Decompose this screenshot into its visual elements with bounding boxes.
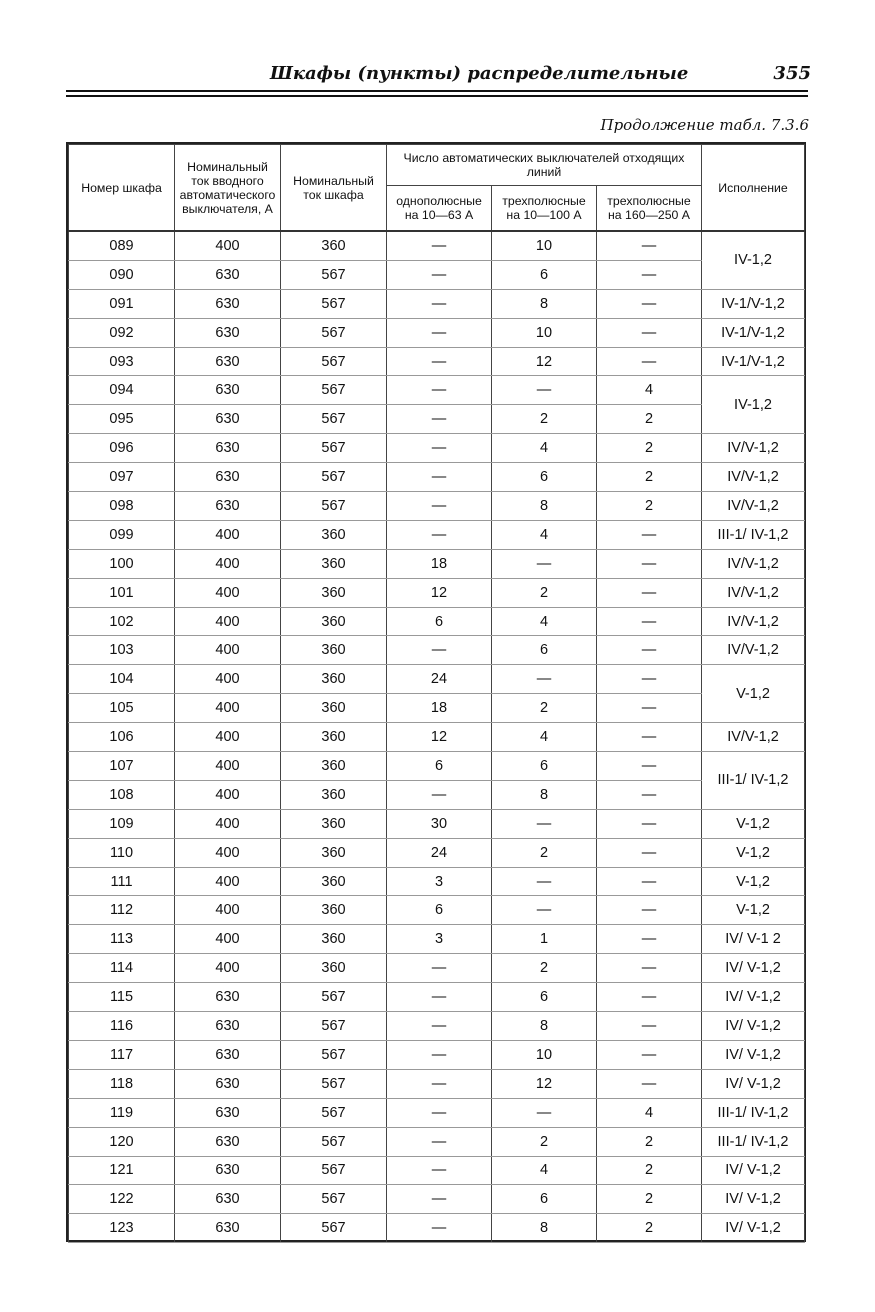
cell-input-current: 400	[175, 838, 281, 867]
cell-three-pole-large: —	[597, 896, 702, 925]
cell-cabinet-current: 360	[281, 665, 387, 694]
cell-input-current: 400	[175, 694, 281, 723]
cell-single-pole: —	[387, 434, 492, 463]
cell-three-pole-large: —	[597, 578, 702, 607]
cell-single-pole: —	[387, 1214, 492, 1243]
cell-cabinet-number: 111	[69, 867, 175, 896]
cell-input-current: 400	[175, 607, 281, 636]
cell-three-pole-small: —	[492, 809, 597, 838]
cell-cabinet-number: 119	[69, 1098, 175, 1127]
cell-input-current: 630	[175, 376, 281, 405]
cell-input-current: 400	[175, 549, 281, 578]
cell-three-pole-large: —	[597, 289, 702, 318]
cell-single-pole: 12	[387, 578, 492, 607]
cell-version: IV-1,2	[702, 231, 805, 289]
cell-version: IV/ V-1 2	[702, 925, 805, 954]
cell-input-current: 630	[175, 1040, 281, 1069]
cell-three-pole-large: —	[597, 549, 702, 578]
table-row	[69, 1156, 805, 1185]
cell-version: IV/ V-1,2	[702, 1214, 805, 1243]
cell-three-pole-small: 8	[492, 780, 597, 809]
cell-three-pole-small: 1	[492, 925, 597, 954]
table-row	[69, 1098, 805, 1127]
table-row	[69, 607, 805, 636]
cell-version: IV/V-1,2	[702, 492, 805, 521]
cell-cabinet-number: 107	[69, 752, 175, 781]
cell-version: IV-1/V-1,2	[702, 347, 805, 376]
cell-three-pole-large: 4	[597, 1098, 702, 1127]
cell-three-pole-small: 6	[492, 752, 597, 781]
table-caption: Продолжение табл. 7.3.6	[600, 116, 809, 134]
cell-three-pole-small: 6	[492, 1185, 597, 1214]
cell-single-pole: —	[387, 260, 492, 289]
cell-cabinet-number: 122	[69, 1185, 175, 1214]
table-row	[69, 376, 805, 405]
cell-three-pole-large: 2	[597, 463, 702, 492]
cell-three-pole-small: 2	[492, 1127, 597, 1156]
cell-cabinet-number: 096	[69, 434, 175, 463]
cell-three-pole-small: 4	[492, 434, 597, 463]
cell-cabinet-number: 123	[69, 1214, 175, 1243]
cell-version: IV/V-1,2	[702, 723, 805, 752]
col-header-breakers-group: Число автоматических выключателей отходящих линий	[387, 145, 702, 186]
cell-cabinet-current: 567	[281, 260, 387, 289]
cell-cabinet-number: 098	[69, 492, 175, 521]
cell-three-pole-small: —	[492, 896, 597, 925]
cell-single-pole: —	[387, 1040, 492, 1069]
cell-cabinet-number: 115	[69, 983, 175, 1012]
cell-three-pole-small: 10	[492, 1040, 597, 1069]
cell-version: IV/V-1,2	[702, 434, 805, 463]
table-row	[69, 492, 805, 521]
cell-single-pole: —	[387, 983, 492, 1012]
cell-cabinet-number: 101	[69, 578, 175, 607]
cell-three-pole-small: 4	[492, 607, 597, 636]
cell-cabinet-number: 120	[69, 1127, 175, 1156]
cell-cabinet-number: 103	[69, 636, 175, 665]
cell-version: IV/ V-1,2	[702, 1069, 805, 1098]
cell-cabinet-number: 102	[69, 607, 175, 636]
cell-cabinet-current: 360	[281, 231, 387, 260]
table-row	[69, 867, 805, 896]
cell-version: IV/ V-1,2	[702, 1040, 805, 1069]
cell-cabinet-number: 114	[69, 954, 175, 983]
cell-three-pole-large: —	[597, 665, 702, 694]
cell-cabinet-number: 092	[69, 318, 175, 347]
cell-single-pole: 18	[387, 549, 492, 578]
table-row	[69, 1012, 805, 1041]
cell-three-pole-large: —	[597, 318, 702, 347]
cell-cabinet-number: 112	[69, 896, 175, 925]
cell-cabinet-number: 091	[69, 289, 175, 318]
cell-version: IV/V-1,2	[702, 607, 805, 636]
cell-version: IV/V-1,2	[702, 636, 805, 665]
cell-input-current: 630	[175, 405, 281, 434]
header-rule-bottom	[66, 95, 808, 97]
cell-single-pole: —	[387, 636, 492, 665]
cell-three-pole-small: 6	[492, 260, 597, 289]
cell-cabinet-number: 105	[69, 694, 175, 723]
cell-cabinet-current: 567	[281, 492, 387, 521]
cell-cabinet-current: 567	[281, 1214, 387, 1243]
cell-cabinet-number: 094	[69, 376, 175, 405]
cell-single-pole: 30	[387, 809, 492, 838]
table-row	[69, 636, 805, 665]
table-row	[69, 289, 805, 318]
cell-input-current: 630	[175, 1012, 281, 1041]
cell-cabinet-current: 360	[281, 636, 387, 665]
cell-cabinet-number: 108	[69, 780, 175, 809]
cell-three-pole-large: —	[597, 1069, 702, 1098]
cell-input-current: 400	[175, 867, 281, 896]
cell-three-pole-small: —	[492, 549, 597, 578]
cell-three-pole-large: —	[597, 780, 702, 809]
col-header-three-pole-large: трехполюсные на 160—250 А	[597, 186, 702, 232]
cell-version: V-1,2	[702, 809, 805, 838]
cell-cabinet-current: 567	[281, 289, 387, 318]
header-rule-top	[66, 90, 808, 92]
cell-three-pole-large: 2	[597, 1214, 702, 1243]
cell-version: IV/V-1,2	[702, 578, 805, 607]
cell-three-pole-small: 8	[492, 1214, 597, 1243]
cell-input-current: 630	[175, 983, 281, 1012]
cell-input-current: 400	[175, 780, 281, 809]
cell-three-pole-large: —	[597, 809, 702, 838]
cell-input-current: 630	[175, 1098, 281, 1127]
cell-single-pole: —	[387, 463, 492, 492]
cell-three-pole-small: 8	[492, 1012, 597, 1041]
cell-input-current: 630	[175, 1127, 281, 1156]
cell-three-pole-large: —	[597, 520, 702, 549]
cell-cabinet-number: 095	[69, 405, 175, 434]
cell-three-pole-small: 2	[492, 578, 597, 607]
cell-input-current: 630	[175, 260, 281, 289]
cell-single-pole: —	[387, 520, 492, 549]
cell-cabinet-current: 567	[281, 434, 387, 463]
cell-version: IV/ V-1,2	[702, 1185, 805, 1214]
cell-cabinet-current: 567	[281, 1098, 387, 1127]
cell-input-current: 400	[175, 636, 281, 665]
cell-cabinet-current: 567	[281, 347, 387, 376]
cell-three-pole-small: 12	[492, 347, 597, 376]
cell-single-pole: 12	[387, 723, 492, 752]
cell-single-pole: —	[387, 405, 492, 434]
table-row	[69, 463, 805, 492]
table-row	[69, 983, 805, 1012]
col-header-three-pole-small: трехполюсные на 10—100 А	[492, 186, 597, 232]
cell-three-pole-large: —	[597, 347, 702, 376]
cell-three-pole-large: —	[597, 925, 702, 954]
cell-three-pole-large: —	[597, 694, 702, 723]
cell-single-pole: 24	[387, 838, 492, 867]
cell-three-pole-large: —	[597, 260, 702, 289]
table-row	[69, 434, 805, 463]
cell-input-current: 400	[175, 665, 281, 694]
cell-single-pole: —	[387, 376, 492, 405]
cell-three-pole-small: 10	[492, 318, 597, 347]
table-row	[69, 925, 805, 954]
cell-three-pole-large: 2	[597, 434, 702, 463]
cell-cabinet-current: 567	[281, 1012, 387, 1041]
cell-input-current: 400	[175, 520, 281, 549]
cell-cabinet-number: 117	[69, 1040, 175, 1069]
table-body	[69, 231, 805, 1243]
cell-cabinet-current: 360	[281, 925, 387, 954]
cell-three-pole-large: —	[597, 1040, 702, 1069]
cell-input-current: 630	[175, 1156, 281, 1185]
cell-version: IV/ V-1,2	[702, 1156, 805, 1185]
col-header-single-pole: однополюсные на 10—63 А	[387, 186, 492, 232]
table-row	[69, 896, 805, 925]
cell-input-current: 400	[175, 809, 281, 838]
cell-single-pole: —	[387, 954, 492, 983]
cell-cabinet-number: 090	[69, 260, 175, 289]
cell-cabinet-current: 567	[281, 983, 387, 1012]
cell-single-pole: 6	[387, 752, 492, 781]
cell-cabinet-number: 104	[69, 665, 175, 694]
cell-cabinet-current: 360	[281, 607, 387, 636]
cell-three-pole-small: 8	[492, 492, 597, 521]
cell-three-pole-small: 2	[492, 405, 597, 434]
cell-input-current: 630	[175, 434, 281, 463]
cell-cabinet-current: 360	[281, 549, 387, 578]
cell-single-pole: —	[387, 780, 492, 809]
cell-three-pole-small: 6	[492, 983, 597, 1012]
cell-cabinet-current: 567	[281, 405, 387, 434]
table-row	[69, 954, 805, 983]
cell-version: V-1,2	[702, 665, 805, 723]
cell-three-pole-large: 2	[597, 1156, 702, 1185]
cell-three-pole-large: —	[597, 867, 702, 896]
cell-cabinet-current: 360	[281, 694, 387, 723]
cell-single-pole: —	[387, 231, 492, 260]
cell-single-pole: —	[387, 1069, 492, 1098]
cell-version: IV-1,2	[702, 376, 805, 434]
cell-single-pole: —	[387, 347, 492, 376]
cell-three-pole-large: —	[597, 752, 702, 781]
table-row	[69, 1040, 805, 1069]
cell-three-pole-large: 2	[597, 492, 702, 521]
cell-three-pole-small: 10	[492, 231, 597, 260]
table-row	[69, 578, 805, 607]
cell-three-pole-small: —	[492, 1098, 597, 1127]
cell-input-current: 630	[175, 347, 281, 376]
cell-cabinet-current: 360	[281, 723, 387, 752]
cell-input-current: 630	[175, 1214, 281, 1243]
cell-three-pole-large: —	[597, 1012, 702, 1041]
cell-input-current: 400	[175, 925, 281, 954]
cell-single-pole: 6	[387, 607, 492, 636]
cell-input-current: 630	[175, 463, 281, 492]
cell-single-pole: —	[387, 1156, 492, 1185]
cell-version: V-1,2	[702, 867, 805, 896]
cell-cabinet-current: 567	[281, 1040, 387, 1069]
table-row	[69, 231, 805, 260]
cell-cabinet-current: 567	[281, 376, 387, 405]
col-header-version: Исполнение	[702, 145, 805, 232]
cell-input-current: 400	[175, 578, 281, 607]
cell-version: IV/V-1,2	[702, 463, 805, 492]
cell-input-current: 630	[175, 1069, 281, 1098]
cell-version: III-1/ IV-1,2	[702, 520, 805, 549]
cell-single-pole: —	[387, 1098, 492, 1127]
cell-three-pole-large: 4	[597, 376, 702, 405]
cell-cabinet-number: 106	[69, 723, 175, 752]
cell-version: III-1/ IV-1,2	[702, 1127, 805, 1156]
cell-three-pole-large: —	[597, 954, 702, 983]
cell-version: III-1/ IV-1,2	[702, 1098, 805, 1127]
cell-single-pole: —	[387, 1185, 492, 1214]
cell-cabinet-number: 099	[69, 520, 175, 549]
cell-cabinet-current: 567	[281, 463, 387, 492]
cell-cabinet-current: 360	[281, 896, 387, 925]
cell-three-pole-small: 2	[492, 954, 597, 983]
table-row	[69, 752, 805, 781]
table-row	[69, 405, 805, 434]
cell-three-pole-large: —	[597, 838, 702, 867]
col-header-cabinet-number: Номер шкафа	[69, 145, 175, 232]
cell-single-pole: 3	[387, 867, 492, 896]
cell-cabinet-current: 567	[281, 318, 387, 347]
cell-cabinet-current: 567	[281, 1127, 387, 1156]
table-row	[69, 347, 805, 376]
cell-three-pole-small: 6	[492, 636, 597, 665]
table-row	[69, 723, 805, 752]
cell-single-pole: —	[387, 1127, 492, 1156]
cell-input-current: 400	[175, 723, 281, 752]
cell-cabinet-number: 121	[69, 1156, 175, 1185]
cell-version: IV/ V-1,2	[702, 954, 805, 983]
cell-cabinet-current: 567	[281, 1185, 387, 1214]
cell-cabinet-current: 567	[281, 1156, 387, 1185]
table-row	[69, 1185, 805, 1214]
table-row	[69, 260, 805, 289]
col-header-input-current: Номинальный ток вводного автоматического выключателя, А	[175, 145, 281, 232]
cell-version: V-1,2	[702, 896, 805, 925]
cell-version: IV/V-1,2	[702, 549, 805, 578]
cell-single-pole: —	[387, 318, 492, 347]
cell-version: IV-1/V-1,2	[702, 318, 805, 347]
page-number: 355	[773, 63, 811, 84]
cell-cabinet-number: 110	[69, 838, 175, 867]
cell-input-current: 630	[175, 289, 281, 318]
cell-cabinet-current: 567	[281, 1069, 387, 1098]
table-row	[69, 1214, 805, 1243]
table-row	[69, 318, 805, 347]
cell-cabinet-current: 360	[281, 809, 387, 838]
cell-cabinet-number: 093	[69, 347, 175, 376]
cell-three-pole-small: —	[492, 665, 597, 694]
table-row	[69, 809, 805, 838]
table-row	[69, 694, 805, 723]
cell-three-pole-large: —	[597, 983, 702, 1012]
cell-three-pole-small: 8	[492, 289, 597, 318]
cell-cabinet-number: 100	[69, 549, 175, 578]
cell-input-current: 400	[175, 752, 281, 781]
cell-three-pole-large: —	[597, 607, 702, 636]
cell-version: III-1/ IV-1,2	[702, 752, 805, 810]
cell-cabinet-number: 109	[69, 809, 175, 838]
table-row	[69, 780, 805, 809]
cell-cabinet-number: 118	[69, 1069, 175, 1098]
cell-cabinet-number: 097	[69, 463, 175, 492]
cell-cabinet-current: 360	[281, 578, 387, 607]
cell-cabinet-current: 360	[281, 520, 387, 549]
cell-cabinet-current: 360	[281, 780, 387, 809]
cell-three-pole-small: 2	[492, 838, 597, 867]
cell-single-pole: 6	[387, 896, 492, 925]
table-row	[69, 1127, 805, 1156]
table-row	[69, 549, 805, 578]
cell-cabinet-current: 360	[281, 752, 387, 781]
cell-three-pole-small: 4	[492, 520, 597, 549]
cell-input-current: 630	[175, 318, 281, 347]
cell-three-pole-large: 2	[597, 1185, 702, 1214]
cell-three-pole-small: 4	[492, 1156, 597, 1185]
cell-single-pole: 3	[387, 925, 492, 954]
cell-three-pole-small: 6	[492, 463, 597, 492]
table-row	[69, 520, 805, 549]
cabinet-table	[68, 144, 805, 1243]
cell-three-pole-large: —	[597, 636, 702, 665]
cell-input-current: 630	[175, 1185, 281, 1214]
col-header-cabinet-current: Номинальный ток шкафа	[281, 145, 387, 232]
cell-input-current: 400	[175, 896, 281, 925]
cell-input-current: 630	[175, 492, 281, 521]
cell-three-pole-large: —	[597, 723, 702, 752]
cell-three-pole-small: —	[492, 376, 597, 405]
cell-single-pole: 24	[387, 665, 492, 694]
table-frame	[66, 142, 806, 1242]
cell-single-pole: —	[387, 492, 492, 521]
page-header-title: Шкафы (пункты) распределительные	[270, 63, 689, 84]
cell-three-pole-small: —	[492, 867, 597, 896]
cell-version: IV-1/V-1,2	[702, 289, 805, 318]
cell-single-pole: —	[387, 289, 492, 318]
cell-three-pole-small: 2	[492, 694, 597, 723]
table-row	[69, 838, 805, 867]
cell-cabinet-number: 113	[69, 925, 175, 954]
cell-three-pole-large: 2	[597, 405, 702, 434]
cell-three-pole-large: 2	[597, 1127, 702, 1156]
cell-cabinet-current: 360	[281, 838, 387, 867]
table-row	[69, 665, 805, 694]
cell-version: V-1,2	[702, 838, 805, 867]
table-row	[69, 1069, 805, 1098]
cell-three-pole-large: —	[597, 231, 702, 260]
cell-cabinet-current: 360	[281, 954, 387, 983]
cell-three-pole-small: 12	[492, 1069, 597, 1098]
cell-input-current: 400	[175, 954, 281, 983]
cell-single-pole: 18	[387, 694, 492, 723]
cell-cabinet-current: 360	[281, 867, 387, 896]
cell-cabinet-number: 089	[69, 231, 175, 260]
cell-single-pole: —	[387, 1012, 492, 1041]
cell-cabinet-number: 116	[69, 1012, 175, 1041]
cell-three-pole-small: 4	[492, 723, 597, 752]
cell-version: IV/ V-1,2	[702, 983, 805, 1012]
cell-input-current: 400	[175, 231, 281, 260]
cell-version: IV/ V-1,2	[702, 1012, 805, 1041]
